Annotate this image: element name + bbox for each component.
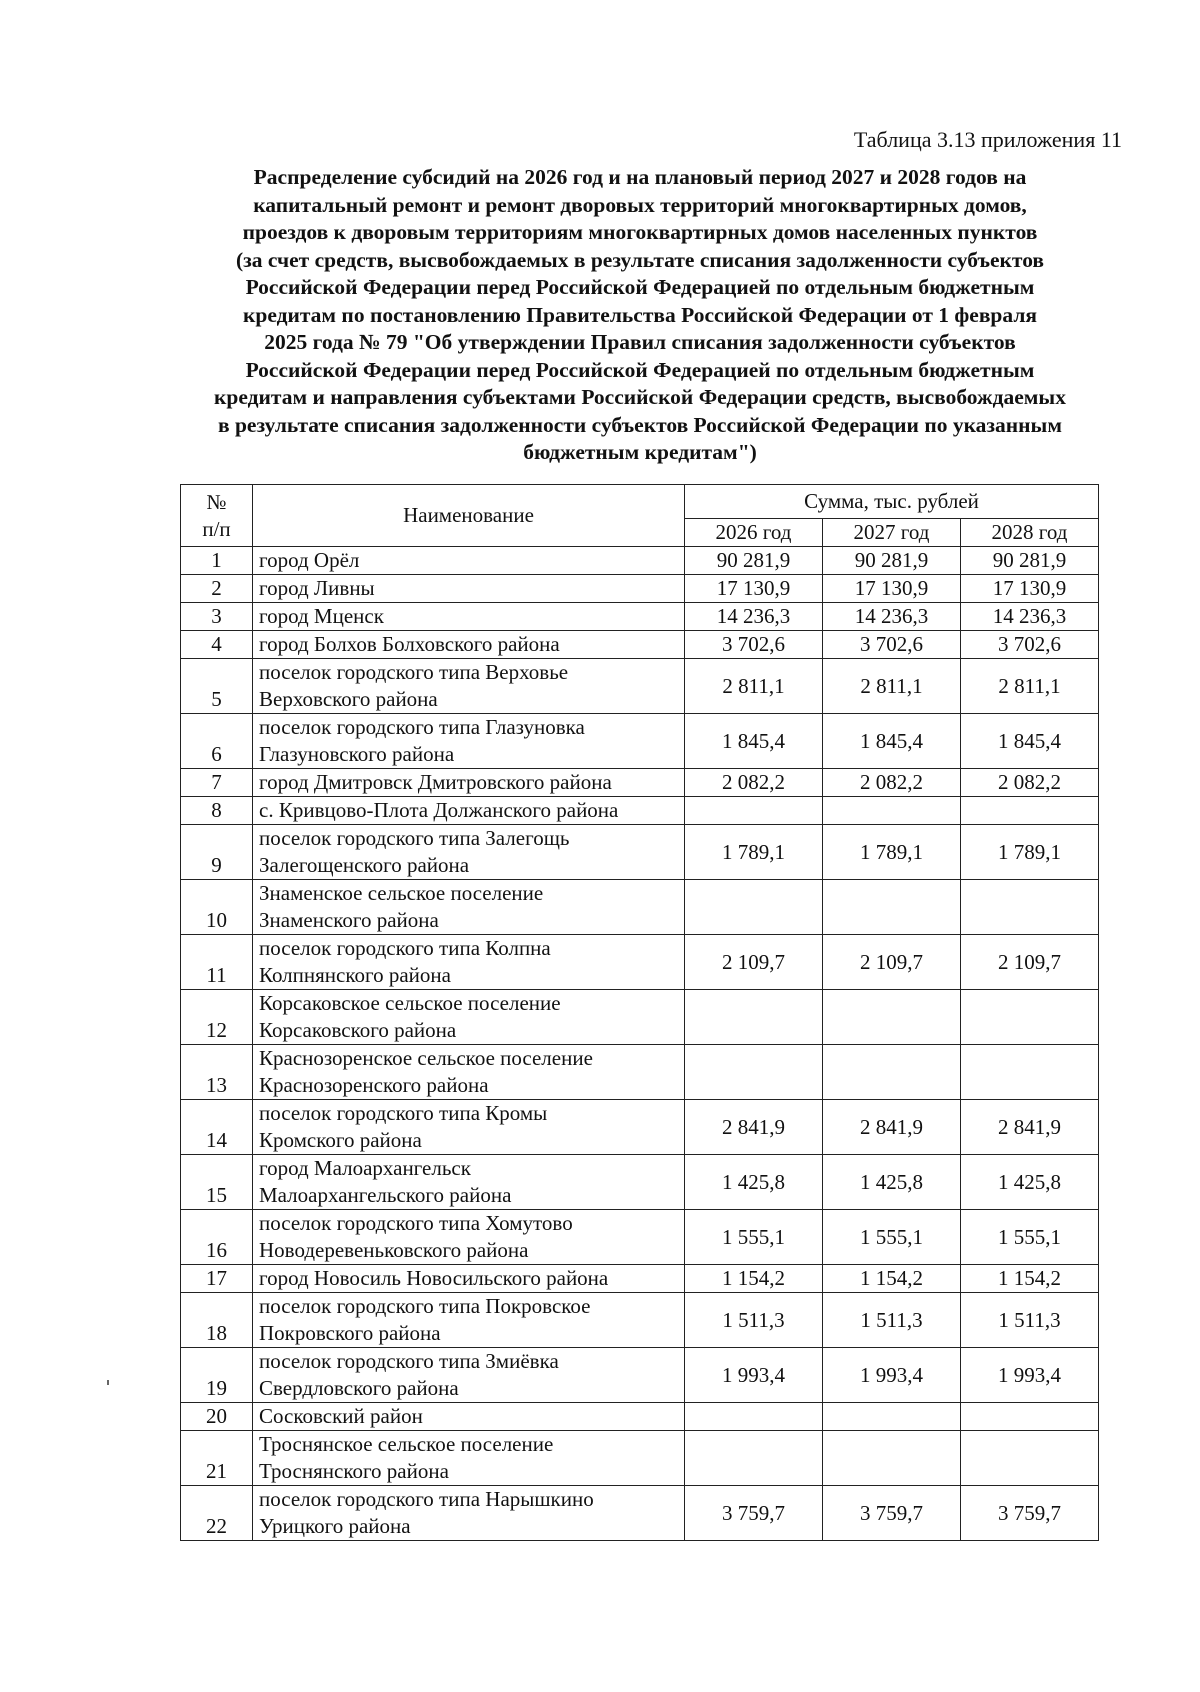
row-name-line: Глазуновского района (259, 742, 455, 766)
table-body (181, 547, 1099, 1541)
row-name-line: город Ливны (259, 576, 375, 600)
row-number: 15 (181, 1155, 253, 1210)
title-line: (за счет средств, высвобождаемых в результате списания задолженности субъектов (235, 247, 1045, 272)
row-value-2027: 1 555,1 (823, 1210, 961, 1265)
row-value-2026: 1 845,4 (685, 714, 823, 769)
row-name-line: поселок городского типа Верховье (259, 660, 569, 684)
document-title (160, 164, 1120, 467)
row-value-2028 (961, 1403, 1099, 1431)
row-name (253, 1431, 685, 1486)
table-row (181, 880, 1099, 935)
row-name (253, 714, 685, 769)
row-value-2026: 3 759,7 (685, 1486, 823, 1541)
row-value-2026: 2 811,1 (685, 659, 823, 714)
row-name-line: город Орёл (259, 548, 360, 572)
row-number: 22 (181, 1486, 253, 1541)
row-number: 6 (181, 714, 253, 769)
row-name-line: Колпнянского района (259, 963, 451, 987)
row-value-2028: 90 281,9 (961, 547, 1099, 575)
row-number: 19 (181, 1348, 253, 1403)
row-name-line: Корсаковское сельское поселение (259, 991, 561, 1015)
row-name-line: Покровского района (259, 1321, 441, 1345)
row-value-2027: 90 281,9 (823, 547, 961, 575)
row-value-2028: 2 082,2 (961, 769, 1099, 797)
header-sum: Сумма, тыс. рублей (685, 485, 1099, 519)
row-name-line: Сосковский район (259, 1404, 423, 1428)
table-row (181, 603, 1099, 631)
row-value-2027: 1 789,1 (823, 825, 961, 880)
row-value-2026: 1 555,1 (685, 1210, 823, 1265)
row-value-2027: 3 759,7 (823, 1486, 961, 1541)
row-name-line: Краснозоренское сельское поселение (259, 1046, 593, 1070)
row-value-2027 (823, 1045, 961, 1100)
row-value-2028 (961, 1045, 1099, 1100)
row-number: 11 (181, 935, 253, 990)
table-row (181, 631, 1099, 659)
row-name (253, 547, 685, 575)
row-value-2026 (685, 1045, 823, 1100)
row-name (253, 1100, 685, 1155)
row-name-line: город Новосиль Новосильского района (259, 1266, 609, 1290)
row-name-line: поселок городского типа Покровское (259, 1294, 591, 1318)
title-line: капитальный ремонт и ремонт дворовых территорий многоквартирных домов, (253, 192, 1027, 217)
row-value-2027: 14 236,3 (823, 603, 961, 631)
table-row (181, 1431, 1099, 1486)
row-value-2027: 17 130,9 (823, 575, 961, 603)
row-number: 5 (181, 659, 253, 714)
row-name-line: поселок городского типа Глазуновка (259, 715, 585, 739)
row-value-2027: 1 425,8 (823, 1155, 961, 1210)
row-number: 8 (181, 797, 253, 825)
row-name (253, 825, 685, 880)
row-value-2026 (685, 880, 823, 935)
row-name-line: город Малоархангельск (259, 1156, 471, 1180)
row-value-2026: 90 281,9 (685, 547, 823, 575)
table-row (181, 714, 1099, 769)
row-name-line: Краснозоренского района (259, 1073, 489, 1097)
row-name-line: город Мценск (259, 604, 384, 628)
row-name (253, 659, 685, 714)
row-name (253, 1403, 685, 1431)
row-name-line: город Болхов Болховского района (259, 632, 560, 656)
row-name-line: Залегощенского района (259, 853, 470, 877)
row-name (253, 575, 685, 603)
row-name (253, 1348, 685, 1403)
title-line: проездов к дворовым территориям многоквартирных домов населенных пунктов (242, 220, 1038, 244)
row-number: 10 (181, 880, 253, 935)
row-value-2028 (961, 990, 1099, 1045)
row-value-2028: 3 759,7 (961, 1486, 1099, 1541)
row-number: 13 (181, 1045, 253, 1100)
row-value-2026: 1 425,8 (685, 1155, 823, 1210)
row-value-2028: 1 993,4 (961, 1348, 1099, 1403)
row-value-2028: 1 154,2 (961, 1265, 1099, 1293)
title-line: кредитам по постановлению Правительства Российской Федерации от 1 февраля (242, 302, 1038, 327)
row-value-2026: 2 841,9 (685, 1100, 823, 1155)
table-row (181, 825, 1099, 880)
header-year-2028: 2028 год (961, 519, 1099, 547)
row-name-line: Корсаковского района (259, 1018, 457, 1042)
title-line: Российской Федерации перед Российской Федерацией по отдельным бюджетным (245, 275, 1035, 299)
row-value-2028 (961, 880, 1099, 935)
row-number: 1 (181, 547, 253, 575)
table-row (181, 575, 1099, 603)
header-number (181, 485, 253, 547)
row-name-line: Знаменское сельское поселение (259, 881, 544, 905)
row-value-2027: 1 154,2 (823, 1265, 961, 1293)
row-value-2027: 2 109,7 (823, 935, 961, 990)
row-value-2026 (685, 1431, 823, 1486)
row-value-2027: 3 702,6 (823, 631, 961, 659)
row-number: 3 (181, 603, 253, 631)
table-row (181, 1210, 1099, 1265)
table-row (181, 935, 1099, 990)
row-value-2027 (823, 880, 961, 935)
row-number: 18 (181, 1293, 253, 1348)
row-name-line: Новодеревеньковского района (259, 1238, 529, 1262)
row-number: 16 (181, 1210, 253, 1265)
row-value-2028: 17 130,9 (961, 575, 1099, 603)
row-name-line: Малоархангельского района (259, 1183, 512, 1207)
row-value-2028: 2 109,7 (961, 935, 1099, 990)
row-value-2027: 1 845,4 (823, 714, 961, 769)
title-line: бюджетным кредитам") (523, 440, 757, 464)
row-value-2028: 1 845,4 (961, 714, 1099, 769)
row-name-line: Верховского района (259, 687, 438, 711)
row-name-line: поселок городского типа Нарышкино (259, 1487, 594, 1511)
row-name-line: Троснянское сельское поселение (259, 1432, 554, 1456)
table-row (181, 1486, 1099, 1541)
row-number: 20 (181, 1403, 253, 1431)
row-name-line: поселок городского типа Хомутово (259, 1211, 573, 1235)
row-value-2028: 1 425,8 (961, 1155, 1099, 1210)
row-value-2028 (961, 797, 1099, 825)
row-number: 4 (181, 631, 253, 659)
table-row (181, 1348, 1099, 1403)
row-value-2026: 1 993,4 (685, 1348, 823, 1403)
header-number-line2: п/п (202, 516, 231, 541)
row-name (253, 769, 685, 797)
table-row (181, 797, 1099, 825)
row-value-2026: 1 511,3 (685, 1293, 823, 1348)
row-value-2027: 1 511,3 (823, 1293, 961, 1348)
row-name (253, 1293, 685, 1348)
row-number: 2 (181, 575, 253, 603)
table-row (181, 1265, 1099, 1293)
row-name (253, 1045, 685, 1100)
scan-speck (107, 1380, 109, 1385)
row-value-2027: 2 082,2 (823, 769, 961, 797)
row-name-line: Урицкого района (259, 1514, 411, 1538)
title-line: 2025 года № 79 "Об утверждении Правил списания задолженности субъектов (264, 330, 1016, 354)
row-value-2026 (685, 990, 823, 1045)
row-value-2026 (685, 1403, 823, 1431)
row-value-2027 (823, 797, 961, 825)
row-value-2028: 2 811,1 (961, 659, 1099, 714)
table-row (181, 1293, 1099, 1348)
table-row (181, 1155, 1099, 1210)
row-value-2027: 1 993,4 (823, 1348, 961, 1403)
row-value-2027 (823, 1403, 961, 1431)
header-year-2027: 2027 год (823, 519, 961, 547)
table-row (181, 990, 1099, 1045)
row-number: 9 (181, 825, 253, 880)
table-caption: Таблица 3.13 приложения 11 (853, 127, 1122, 152)
row-value-2026: 2 082,2 (685, 769, 823, 797)
row-number: 12 (181, 990, 253, 1045)
row-value-2028: 2 841,9 (961, 1100, 1099, 1155)
row-name (253, 797, 685, 825)
row-value-2028 (961, 1431, 1099, 1486)
row-name-line: Знаменского района (259, 908, 439, 932)
table-row (181, 1045, 1099, 1100)
row-name (253, 631, 685, 659)
title-line: кредитам и направления субъектами Российской Федерации средств, высвобождаемых (214, 385, 1066, 409)
title-line: Распределение субсидий на 2026 год и на плановый период 2027 и 2028 годов на (253, 165, 1027, 189)
row-name (253, 1155, 685, 1210)
row-value-2026: 3 702,6 (685, 631, 823, 659)
row-value-2028: 1 789,1 (961, 825, 1099, 880)
row-name-line: Троснянского района (259, 1459, 449, 1483)
row-name (253, 1210, 685, 1265)
row-value-2028: 14 236,3 (961, 603, 1099, 631)
row-number: 21 (181, 1431, 253, 1486)
row-name-line: поселок городского типа Колпна (259, 936, 551, 960)
row-value-2027: 2 811,1 (823, 659, 961, 714)
row-name (253, 935, 685, 990)
row-value-2027: 2 841,9 (823, 1100, 961, 1155)
row-value-2026: 1 789,1 (685, 825, 823, 880)
row-name (253, 880, 685, 935)
header-name: Наименование (253, 485, 685, 547)
header-number-line1: № (206, 489, 227, 514)
row-value-2026: 17 130,9 (685, 575, 823, 603)
header-year-2026: 2026 год (685, 519, 823, 547)
row-value-2027 (823, 1431, 961, 1486)
row-name (253, 1265, 685, 1293)
row-value-2026: 14 236,3 (685, 603, 823, 631)
table-row (181, 769, 1099, 797)
row-value-2027 (823, 990, 961, 1045)
table-row (181, 1403, 1099, 1431)
title-line: Российской Федерации перед Российской Федерацией по отдельным бюджетным (245, 357, 1035, 382)
row-name-line: Кромского района (259, 1128, 422, 1152)
row-number: 14 (181, 1100, 253, 1155)
row-name-line: Свердловского района (259, 1376, 459, 1400)
row-value-2026: 1 154,2 (685, 1265, 823, 1293)
row-value-2026: 2 109,7 (685, 935, 823, 990)
row-value-2028: 1 511,3 (961, 1293, 1099, 1348)
row-name-line: поселок городского типа Залегощь (259, 826, 570, 850)
row-name (253, 603, 685, 631)
row-name (253, 1486, 685, 1541)
table-row (181, 547, 1099, 575)
row-number: 7 (181, 769, 253, 797)
subsidy-table (180, 484, 1099, 1541)
row-name-line: город Дмитровск Дмитровского района (259, 770, 612, 794)
row-name-line: поселок городского типа Кромы (259, 1101, 548, 1125)
row-number: 17 (181, 1265, 253, 1293)
row-name-line: с. Кривцово-Плота Должанского района (259, 798, 619, 822)
table-row (181, 1100, 1099, 1155)
row-value-2028: 3 702,6 (961, 631, 1099, 659)
row-value-2026 (685, 797, 823, 825)
row-name-line: поселок городского типа Змиёвка (259, 1349, 559, 1373)
row-name (253, 990, 685, 1045)
title-line: в результате списания задолженности субъектов Российской Федерации по указанным (217, 412, 1062, 437)
table-row (181, 659, 1099, 714)
row-value-2028: 1 555,1 (961, 1210, 1099, 1265)
